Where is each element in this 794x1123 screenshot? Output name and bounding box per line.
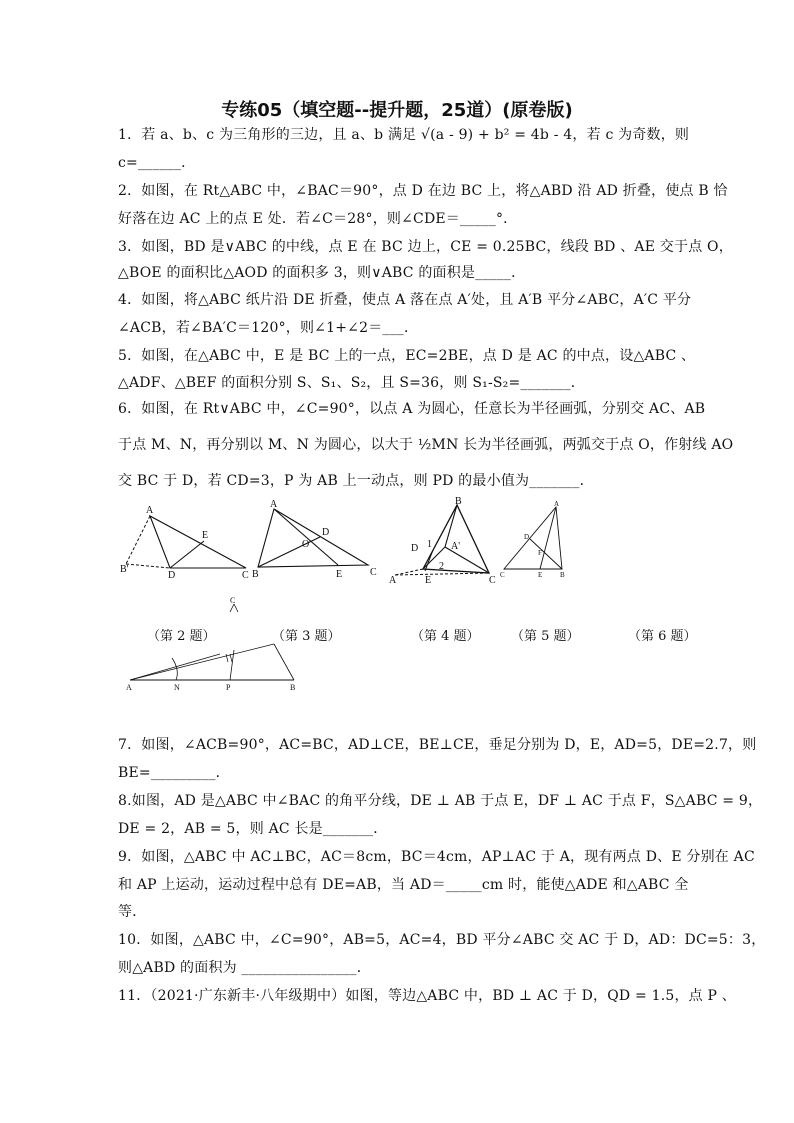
fig4-label-b: B xyxy=(455,496,462,507)
fig4-label-1: 1 xyxy=(427,539,432,550)
fig2-label-e: E xyxy=(202,530,209,541)
fig6-label-c: C xyxy=(230,596,236,605)
figure-3-diagram xyxy=(250,497,380,582)
problem-5-line-1: 5．如图，在△ABC 中，E 是 BC 上的一点，EC=2BE，点 D 是 AC 的中点，设△ABC 、 xyxy=(118,348,696,364)
fig3-label-e: E xyxy=(336,569,343,580)
problem-10-line-1: 10．如图，△ABC 中，∠C=90°，AB=5，AC=4，BD 平分∠ABC 交 AC 于 D，AD：DC=5：3， xyxy=(118,932,766,948)
fig2-label-c: C xyxy=(242,570,249,581)
fig4-label-c: C xyxy=(489,575,496,586)
problem-8-line-2: DE = 2，AB = 5，则 AC 长是_______． xyxy=(118,821,388,837)
caption-figure-6: （第 6 题） xyxy=(628,629,697,644)
fig4-label-a-prime: A' xyxy=(451,541,461,552)
fig4-label-d: D xyxy=(411,543,419,554)
fig5-label-c: C xyxy=(500,571,505,579)
problem-6-line-3: 交 BC 于 D，若 CD=3，P 为 AB 上一动点，则 PD 的最小值为_______． xyxy=(118,473,594,489)
fig6-label-b: B xyxy=(290,683,296,692)
fig2-label-d: D xyxy=(168,570,176,581)
problem-7-line-2: BE=_________． xyxy=(118,765,230,781)
fig6-label-a: A xyxy=(126,683,132,692)
fig3-label-c: C xyxy=(370,567,377,578)
problem-5-line-2: △ADF、△BEF 的面积分别 S、S₁、S₂，且 S=36，则 S₁-S₂=_______． xyxy=(118,375,586,391)
fig4-label-2: 2 xyxy=(439,561,444,572)
fig6-label-p: P xyxy=(226,683,231,692)
fig3-label-a: A xyxy=(270,499,278,510)
fig3-label-o: O xyxy=(302,539,310,550)
fig5-label-d: D xyxy=(524,533,530,541)
caption-figure-4: （第 4 题） xyxy=(411,629,480,644)
problem-9-line-2: 和 AP 上运动，运动过程中总有 DE=AB，当 AD＝_____cm 时，能使△ADE 和△ABC 全 xyxy=(118,877,689,893)
fig6-label-n: N xyxy=(174,683,180,692)
page-title: 专练05（填空题--提升题，25道）(原卷版) xyxy=(221,100,573,121)
fig4-label-a: A xyxy=(389,575,397,586)
fig3-label-d: D xyxy=(322,527,330,538)
problem-6-line-2: 于点 M、N，再分别以 M、N 为圆心，以大于 ½MN 长为半径画弧，两弧交于点 O，作射线 AO xyxy=(118,437,734,453)
fig5-label-b: B xyxy=(560,571,565,579)
problem-1-line-1: 1．若 a、b、c 为三角形的三边，且 a、b 满足 √(a - 9) + b² = 4b - 4，若 c 为奇数，则 xyxy=(118,127,690,143)
fig5-label-e: E xyxy=(538,571,543,579)
figure-2-diagram xyxy=(118,502,258,582)
problem-1-line-2: c=______． xyxy=(118,155,196,171)
problem-2-line-2: 好落在边 AC 上的点 E 处．若∠C＝28°，则∠CDE＝_____°． xyxy=(118,211,518,227)
problem-9-line-3: 等． xyxy=(118,904,147,920)
problem-2-line-1: 2．如图，在 Rt△ABC 中，∠BAC＝90°，点 D 在边 BC 上，将△ABD 沿 AD 折叠，使点 B 恰 xyxy=(118,183,728,199)
caption-figure-5: （第 5 题） xyxy=(511,629,580,644)
problem-9-line-1: 9．如图，△ABC 中 AC⊥BC，AC＝8cm，BC＝4cm，AP⊥AC 于 A，现有两点 D、E 分别在 AC xyxy=(118,849,755,865)
problem-3-line-1: 3．如图，BD 是∨ABC 的中线，点 E 在 BC 边上，CE = 0.25BC，线段 BD 、AE 交于点 O， xyxy=(118,239,733,255)
problem-4-line-2: ∠ACB，若∠BA′C＝120°，则∠1+∠2＝___． xyxy=(118,320,419,336)
problem-4-line-1: 4．如图，将△ABC 纸片沿 DE 折叠，使点 A 落在点 A′处，且 A′B 平分∠ABC，A′C 平分 xyxy=(118,292,692,308)
problem-11-line-1: 11．（2021·广东新丰·八年级期中）如图，等边△ABC 中，BD ⊥ AC 于 D，QD = 1.5，点 P 、 xyxy=(118,988,736,1004)
problem-8-line-1: 8.如图，AD 是△ABC 中∠BAC 的角平分线，DE ⊥ AB 于点 E，DF ⊥ AC 于点 F，S△ABC = 9， xyxy=(118,793,763,809)
fig2-label-a: A xyxy=(146,505,154,516)
fig5-label-f: F xyxy=(538,549,542,557)
problem-7-line-1: 7．如图，∠ACB=90°，AC=BC，AD⊥CE，BE⊥CE，垂足分别为 D，E，AD=5，DE=2.7，则 xyxy=(118,737,757,753)
caption-figure-2: （第 2 题） xyxy=(147,629,216,644)
fig5-label-a: A xyxy=(554,500,560,508)
caption-figure-3: （第 3 题） xyxy=(272,629,341,644)
figure-5-diagram xyxy=(500,497,580,582)
problem-3-line-2: △BOE 的面积比△AOD 的面积多 3，则∨ABC 的面积是_____． xyxy=(118,265,526,281)
figure-4-diagram xyxy=(385,495,505,587)
fig3-label-b: B xyxy=(252,569,259,580)
fig4-label-e: E xyxy=(425,575,432,586)
problem-6-line-1: 6．如图，在 Rt∨ABC 中，∠C=90°，以点 A 为圆心，任意长为半径画弧，分别交 AC、AB xyxy=(118,401,706,417)
problem-10-line-2: 则△ABD 的面积为 ________________． xyxy=(118,960,371,976)
fig2-label-b-prime: B' xyxy=(120,564,129,575)
